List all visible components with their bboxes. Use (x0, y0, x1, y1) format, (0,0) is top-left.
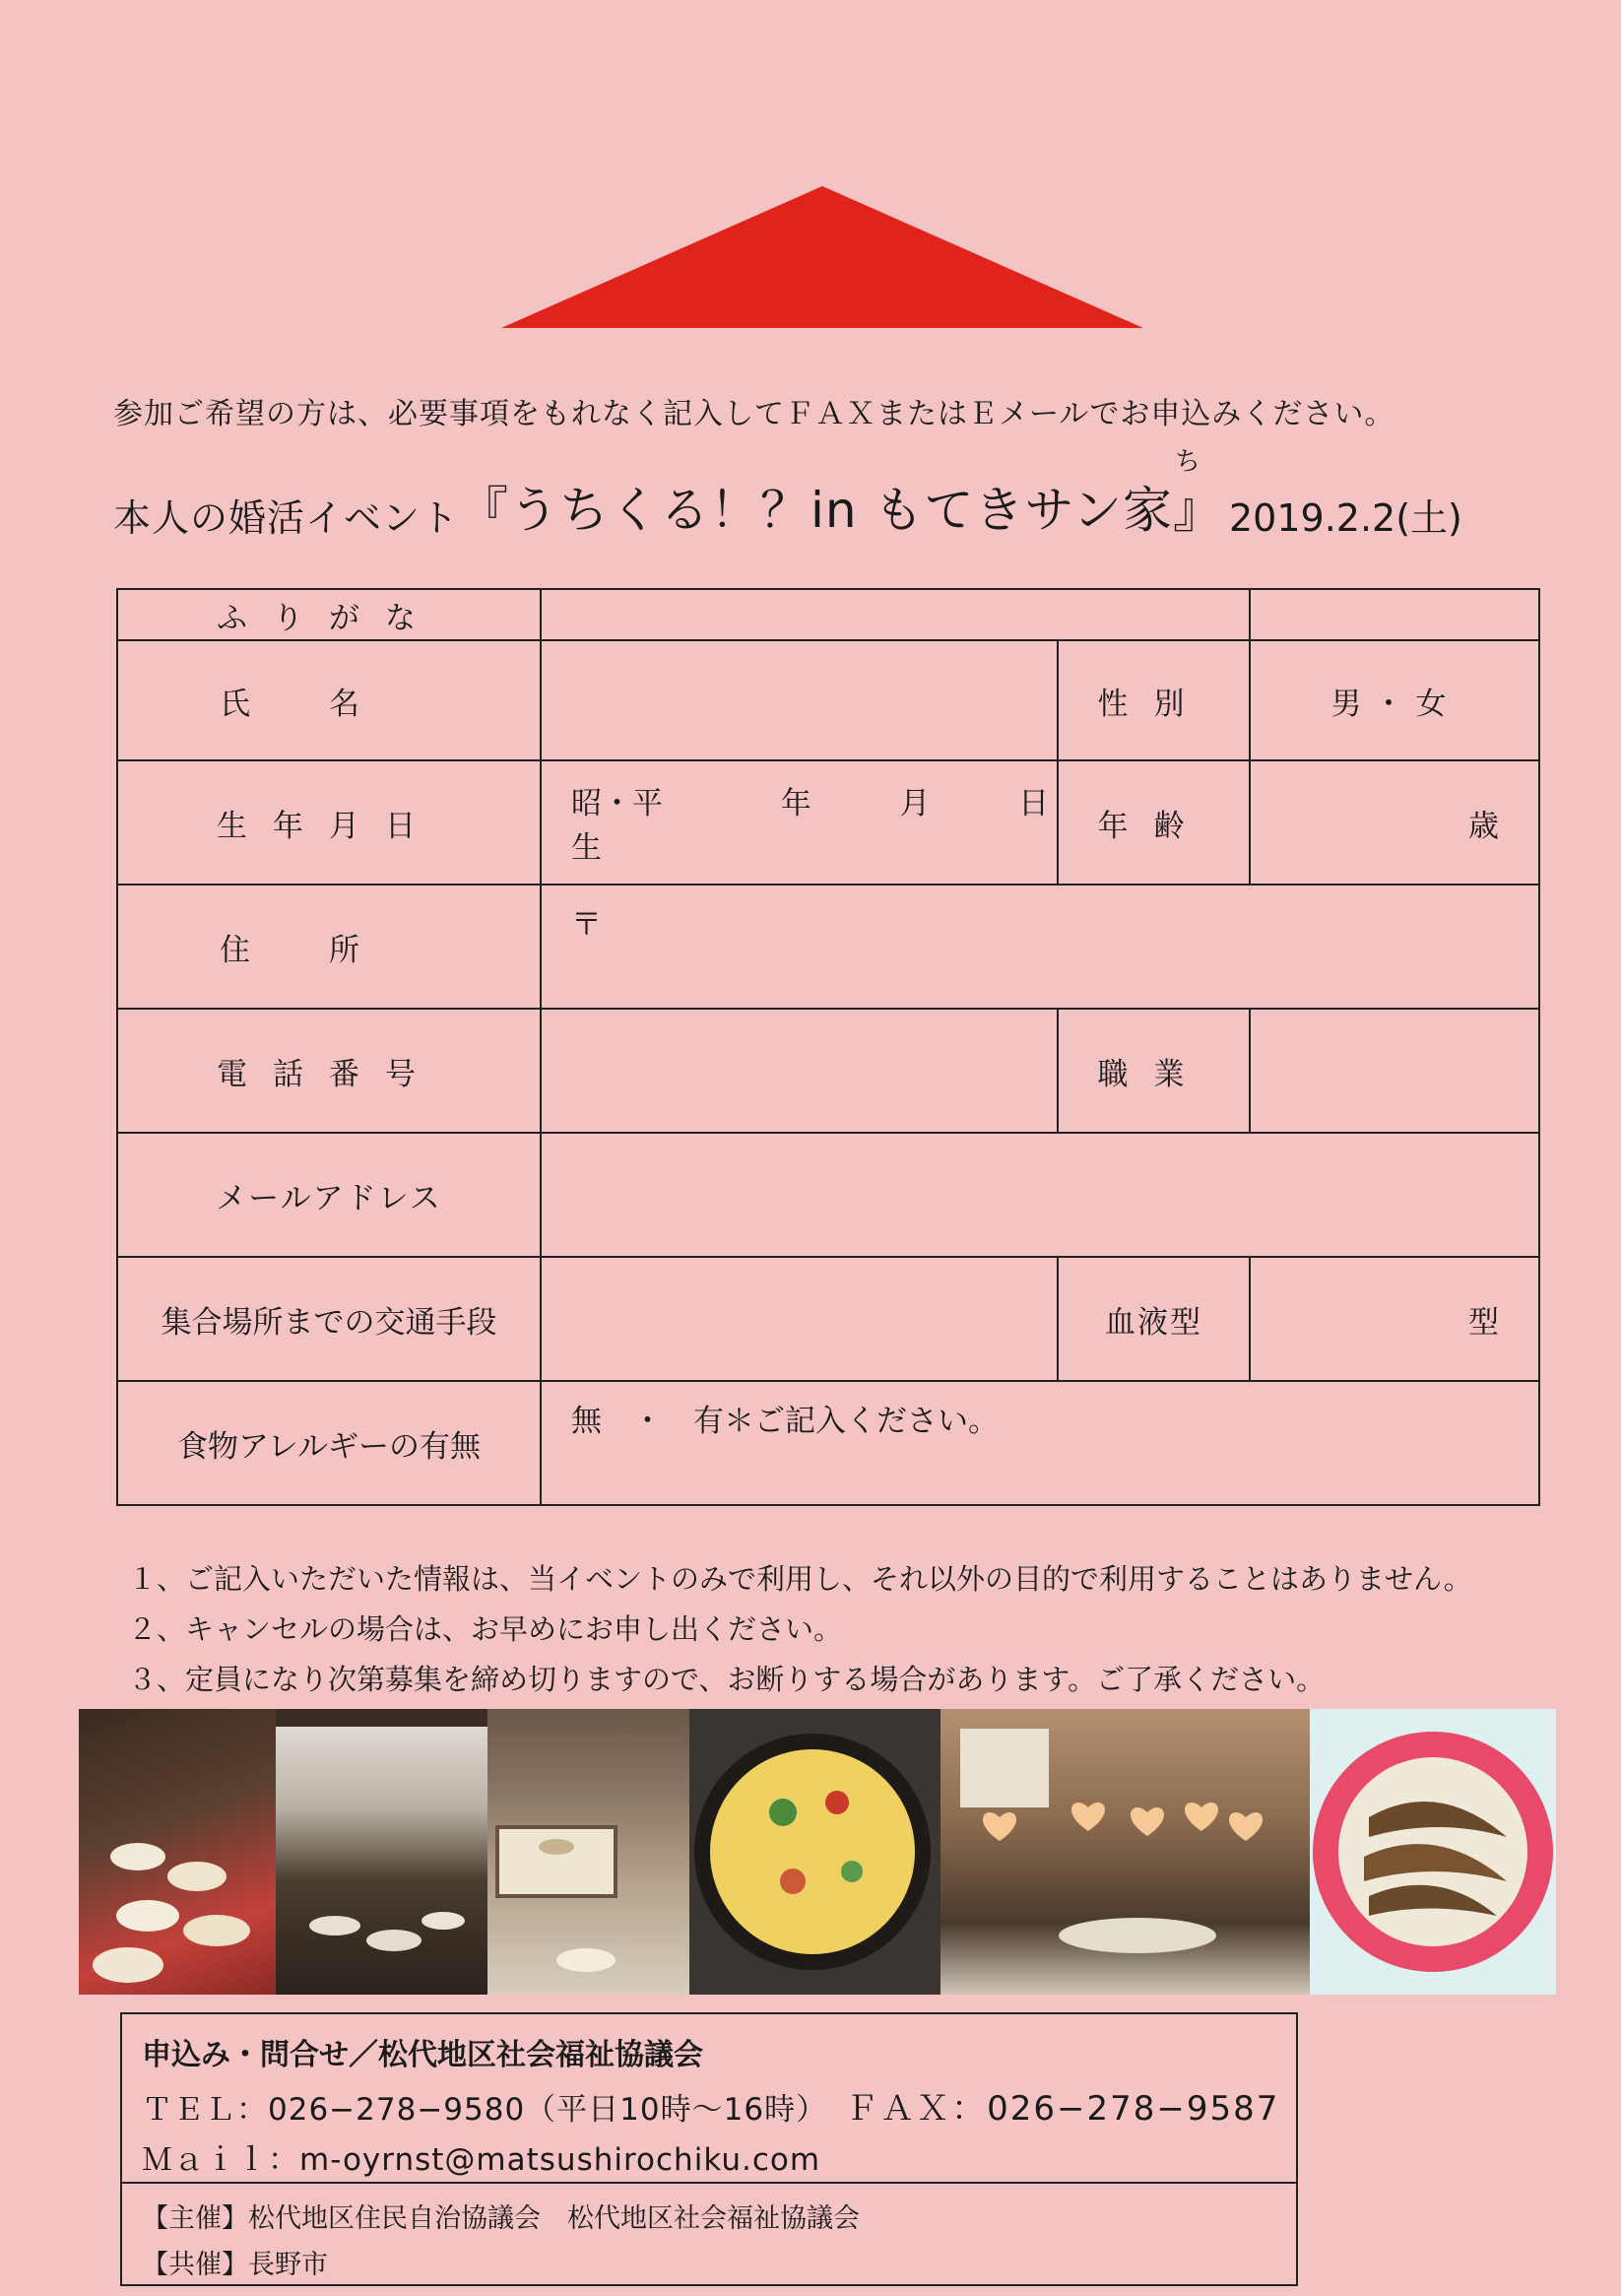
name-field[interactable] (541, 640, 1058, 760)
title-ruby: ち (1174, 447, 1201, 477)
allergy-field[interactable]: 無 ・ 有＊ご記入ください。 (541, 1381, 1539, 1505)
phone-field[interactable] (541, 1009, 1058, 1133)
contact-phone-line (142, 2081, 1279, 2130)
contact-box (120, 2012, 1298, 2286)
contact-divider (122, 2182, 1296, 2184)
name-label: 氏名 (117, 640, 541, 760)
title-prefix: 本人の婚活イベント (113, 496, 460, 540)
note-item: １、ご記入いただいた情報は、当イベントのみで利用し、それ以外の目的で利用することはありません。 (128, 1562, 1472, 1596)
photo-strip (79, 1709, 1556, 1995)
address-label: 住所 (117, 885, 541, 1009)
organizer: 【主催】松代地区住民自治協議会 松代地区社会福祉協議会 (142, 2203, 860, 2234)
job-field[interactable] (1250, 1009, 1539, 1133)
photo-dishes (487, 1709, 689, 1995)
photo-veranda (276, 1709, 487, 1995)
intro-text: 参加ご希望の方は、必要事項をもれなく記入してＦＡＸまたはＥメールでお申込みください。 (113, 397, 1395, 431)
note-item: ２、キャンセルの場合は、お早めにお申し出ください。 (128, 1612, 843, 1646)
birth-day: 日生 (571, 786, 1050, 866)
postal-mark: 〒 (571, 907, 602, 943)
co-organizer: 【共催】長野市 (142, 2250, 328, 2280)
furigana-field[interactable] (541, 589, 1250, 640)
birth-era: 昭・平 (571, 786, 663, 821)
contact-tel: ＴＥＬ：026−278−9580（平日10時〜16時） (142, 2092, 828, 2128)
birthdate-label: 生年月日 (117, 760, 541, 885)
transport-label: 集合場所までの交通手段 (117, 1257, 541, 1381)
photo-food-table (79, 1709, 276, 1995)
birth-year: 年 (780, 786, 811, 821)
event-title (113, 447, 1551, 542)
email-label: メールアドレス (117, 1133, 541, 1257)
photo-quiche (689, 1709, 940, 1995)
note-item: ３、定員になり次第募集を締め切りますので、お断りする場合があります。ご了承ください。 (128, 1663, 1326, 1696)
birthdate-field[interactable] (541, 760, 1058, 885)
title-date: 2019.2.2(土) (1229, 496, 1462, 540)
age-field[interactable]: 歳 (1250, 760, 1539, 885)
roof-triangle-icon (497, 182, 1147, 330)
photo-banana-dish (1310, 1709, 1556, 1995)
gender-label: 性別 (1058, 640, 1250, 760)
contact-mail[interactable]: Ｍａｉｌ：m-oyrnst@matsushirochiku.com (142, 2142, 821, 2178)
contact-fax: ＦＡＸ：026−278−9587 (845, 2089, 1280, 2129)
job-label: 職業 (1058, 1009, 1250, 1133)
blood-type-label: 血液型 (1058, 1257, 1250, 1381)
address-field[interactable] (541, 885, 1539, 1009)
transport-field[interactable] (541, 1257, 1058, 1381)
phone-label: 電話番号 (117, 1009, 541, 1133)
title-event-text: 『うちくる！？in もてきサン家』 (459, 482, 1223, 539)
age-label: 年齢 (1058, 760, 1250, 885)
furigana-extra-field[interactable] (1250, 589, 1539, 640)
application-form-table (116, 588, 1540, 1506)
furigana-label: ふりがな (117, 589, 541, 640)
birth-month: 月 (899, 786, 931, 821)
contact-heading: 申込み・問合せ／松代地区社会福祉協議会 (142, 2038, 703, 2072)
notes-list (128, 1554, 1526, 1705)
photo-participants (940, 1709, 1310, 1995)
blood-type-field[interactable]: 型 (1250, 1257, 1539, 1381)
title-event-name (459, 447, 1223, 542)
allergy-label: 食物アレルギーの有無 (117, 1381, 541, 1505)
email-field[interactable] (541, 1133, 1539, 1257)
gender-options[interactable]: 男・女 (1250, 640, 1539, 760)
